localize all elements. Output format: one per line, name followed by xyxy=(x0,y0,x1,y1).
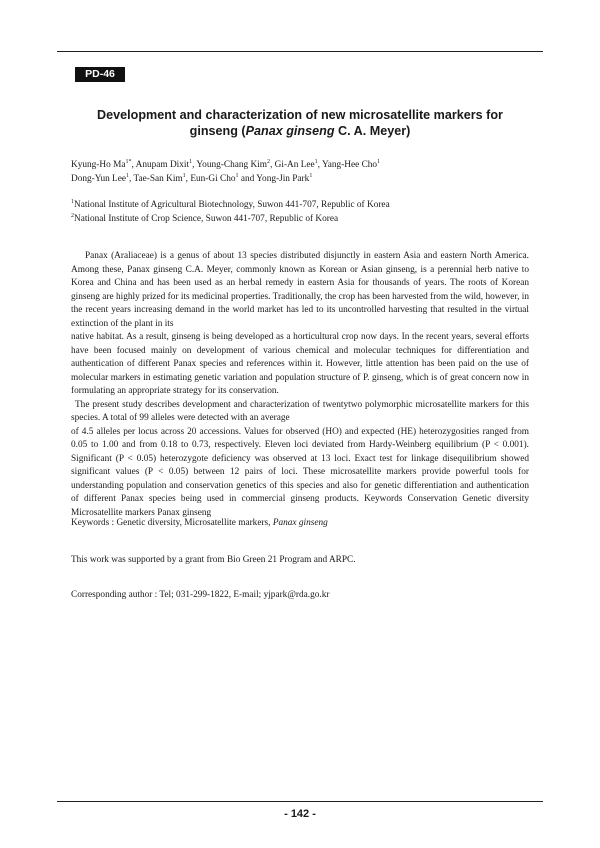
title-line-2-start: ginseng ( xyxy=(189,124,246,138)
author-affiliation-mark: 2 xyxy=(267,158,270,165)
author-name: Kyung-Ho Ma xyxy=(71,160,126,170)
author-affiliation-mark: 1 xyxy=(182,172,186,179)
author-affiliation-mark: 1 xyxy=(189,158,193,165)
author-list xyxy=(71,159,529,186)
bottom-rule xyxy=(57,801,543,802)
author-name: Tae-San Kim xyxy=(133,173,183,184)
author-name: Eun-Gi Cho xyxy=(190,173,236,184)
author-affiliation-mark: 1 xyxy=(314,158,318,165)
affiliation-item xyxy=(71,199,529,213)
author-affiliation-mark: 1 xyxy=(126,172,129,179)
page-number: - 142 - xyxy=(284,808,316,820)
author-name: Yong-Jin Park xyxy=(256,173,310,184)
author-name: Anupam Dixit xyxy=(135,160,190,170)
affiliation-item xyxy=(71,213,529,227)
abstract-paragraph: of 4.5 alleles per locus across 20 accessions. Values for observed (HO) and expected (HE) heterozygosities ranged from 0.05 to 1.00 and from 0.18 to 0.73, respectively. Eleven loci deviated from Hardy-Weinberg equilibrium (P < 0.001). Significant (P < 0.05) heterozygote deficiency was observed at 13 loci. Exact test for linkage disequilibrium showed significant values (P < 0.05) between 12 pairs of loci. These microsatellite markers provide powerful tools for understanding population and conservation genetics of this species and also for genetic differentiation and authentication of different Panax species being used in commercial ginseng products. Keywords Conservation Genetic diversity Microsatellite markers Panax ginseng xyxy=(71,426,529,518)
affiliation-list xyxy=(71,199,529,226)
keywords-line xyxy=(71,517,529,531)
title-species-name: Panax ginseng xyxy=(245,124,335,138)
author-name: Dong-Yun Lee xyxy=(71,173,126,184)
author-separator: and xyxy=(238,173,257,184)
author-name: Gi-An Lee xyxy=(274,160,315,170)
abstract-paragraph: Panax (Araliaceae) is a genus of about 13 species distributed disjunctly in eastern Asia and eastern North America. Among these, Panax ginseng C.A. Meyer, commonly known as Korean or Asian ginseng, is a perennial herb native to Korea and China and has been used as an herbal remedy in eastern Asia for thousands of years. The roots of Korean ginseng are highly prized for its medicinal properties. Traditionally, the crop has been harvested from the wild, however, in the recent years increasing demand in the world market has led to its uncontrolled harvesting that resulted in the virtual extinction of the plant in its xyxy=(71,251,529,329)
abstract-code-badge: PD-46 xyxy=(75,67,125,82)
affiliation-mark: 2 xyxy=(71,212,74,219)
abstract-body xyxy=(71,250,529,520)
author-separator: , xyxy=(129,173,134,184)
affiliation-text: National Institute of Crop Science, Suwon 441-707, Republic of Korea xyxy=(74,213,339,224)
author-affiliation-mark: 1 xyxy=(309,172,313,179)
author-separator: , xyxy=(317,160,322,170)
keywords-italic-term: Panax ginseng xyxy=(272,518,328,528)
title-line-1: Development and characterization of new microsatellite markers for xyxy=(97,108,503,122)
author-affiliation-mark: 1 xyxy=(235,172,239,179)
paper-title xyxy=(70,107,530,139)
corresponding-author: Corresponding author : Tel; 031-299-1822, E-mail; yjpark@rda.go.kr xyxy=(71,590,330,600)
abstract-paragraph: The present study describes development and characterization of twentytwo polymorphic microsatellite markers for this species. A total of 99 alleles were detected with an average xyxy=(71,399,529,423)
author-separator: , xyxy=(270,160,275,170)
keywords-label: Keywords : Genetic diversity, Microsatellite markers, xyxy=(71,518,273,528)
affiliation-text: National Institute of Agricultural Biotechnology, Suwon 441-707, Republic of Korea xyxy=(74,200,390,210)
author-separator: , xyxy=(131,160,136,170)
author-name: Yang-Hee Cho xyxy=(321,160,378,170)
author-name: Young-Chang Kim xyxy=(196,160,267,170)
affiliation-mark: 1 xyxy=(71,198,74,205)
author-separator: , xyxy=(192,160,197,170)
acknowledgement: This work was supported by a grant from Bio Green 21 Program and ARPC. xyxy=(71,555,356,565)
top-rule xyxy=(57,51,543,52)
title-line-2-end: C. A. Meyer) xyxy=(334,124,411,138)
abstract-paragraph: native habitat. As a result, ginseng is being developed as a horticultural crop now days. In the recent years, several efforts have been focused mainly on development of various chemical and molecular techniques for differentiation and authentication of different Panax species and references within it. However, little attention has been paid on the use of molecular markers in estimating genetic variation and population structure of P. ginseng, which is of great concern now in formulating an appropriate strategy for its conservation. xyxy=(71,332,529,396)
author-separator: , xyxy=(185,173,191,184)
author-affiliation-mark: 1* xyxy=(125,158,132,165)
author-affiliation-mark: 1 xyxy=(377,158,381,165)
